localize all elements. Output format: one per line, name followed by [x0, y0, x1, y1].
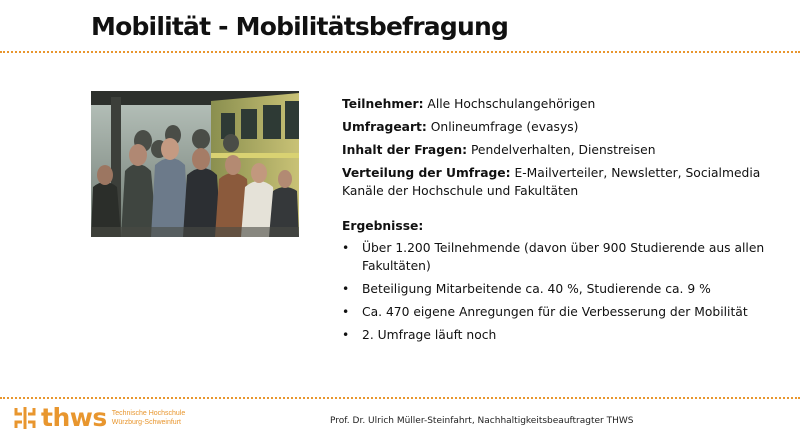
list-item-text: Ca. 470 eigene Anregungen für die Verbesserung der Mobilität [362, 305, 748, 319]
logo-line-2: Würzburg-Schweinfurt [111, 418, 181, 426]
bullet-icon: • [342, 305, 350, 319]
footer-divider [0, 397, 800, 399]
detail-participants [342, 95, 782, 113]
results-heading: Ergebnisse: [342, 219, 424, 233]
logo-institution [112, 409, 186, 427]
detail-label: Teilnehmer: [342, 97, 424, 111]
list-item-text: Beteiligung Mitarbeitende ca. 40 %, Studierende ca. 9 % [362, 282, 711, 296]
footer-presenter: Prof. Dr. Ulrich Müller-Steinfahrt, Nachhaltigkeitsbeauftragter THWS [330, 416, 634, 426]
list-item [342, 326, 782, 344]
results-list [342, 239, 782, 344]
detail-value: Onlineumfrage (evasys) [426, 120, 579, 134]
detail-question-content [342, 141, 782, 159]
detail-distribution [342, 164, 782, 200]
list-item [342, 239, 782, 275]
detail-label: Inhalt der Fragen: [342, 143, 468, 157]
list-item [342, 303, 782, 321]
bullet-icon: • [342, 282, 350, 296]
bullet-icon: • [342, 241, 350, 255]
detail-label: Verteilung der Umfrage: [342, 166, 511, 180]
logo-line-1: Technische Hochschule [111, 409, 186, 417]
detail-survey-type [342, 118, 782, 136]
slide-title: Mobilität - Mobilitätsbefragung [91, 12, 509, 41]
logo-wordmark: thws [41, 403, 107, 432]
list-item [342, 280, 782, 298]
title-divider [0, 51, 800, 53]
detail-value: Pendelverhalten, Dienstreisen [467, 143, 656, 157]
slide-content [342, 95, 782, 349]
detail-label: Umfrageart: [342, 120, 427, 134]
thws-logo-mark-icon [12, 405, 38, 431]
commuter-crowd-photo [91, 91, 299, 237]
thws-logo [12, 403, 185, 432]
detail-value: E-Mailverteiler, Newsletter, Socialmedia Kanäle der Hochschule und Fakultäten [342, 166, 761, 198]
list-item-text: 2. Umfrage läuft noch [362, 328, 497, 342]
detail-value: Alle Hochschulangehörigen [423, 97, 596, 111]
commuter-crowd-train-platform-photo [91, 91, 299, 237]
bullet-icon: • [342, 328, 350, 342]
list-item-text: Über 1.200 Teilnehmende (davon über 900 Studierende aus allen Fakultäten) [362, 241, 765, 273]
